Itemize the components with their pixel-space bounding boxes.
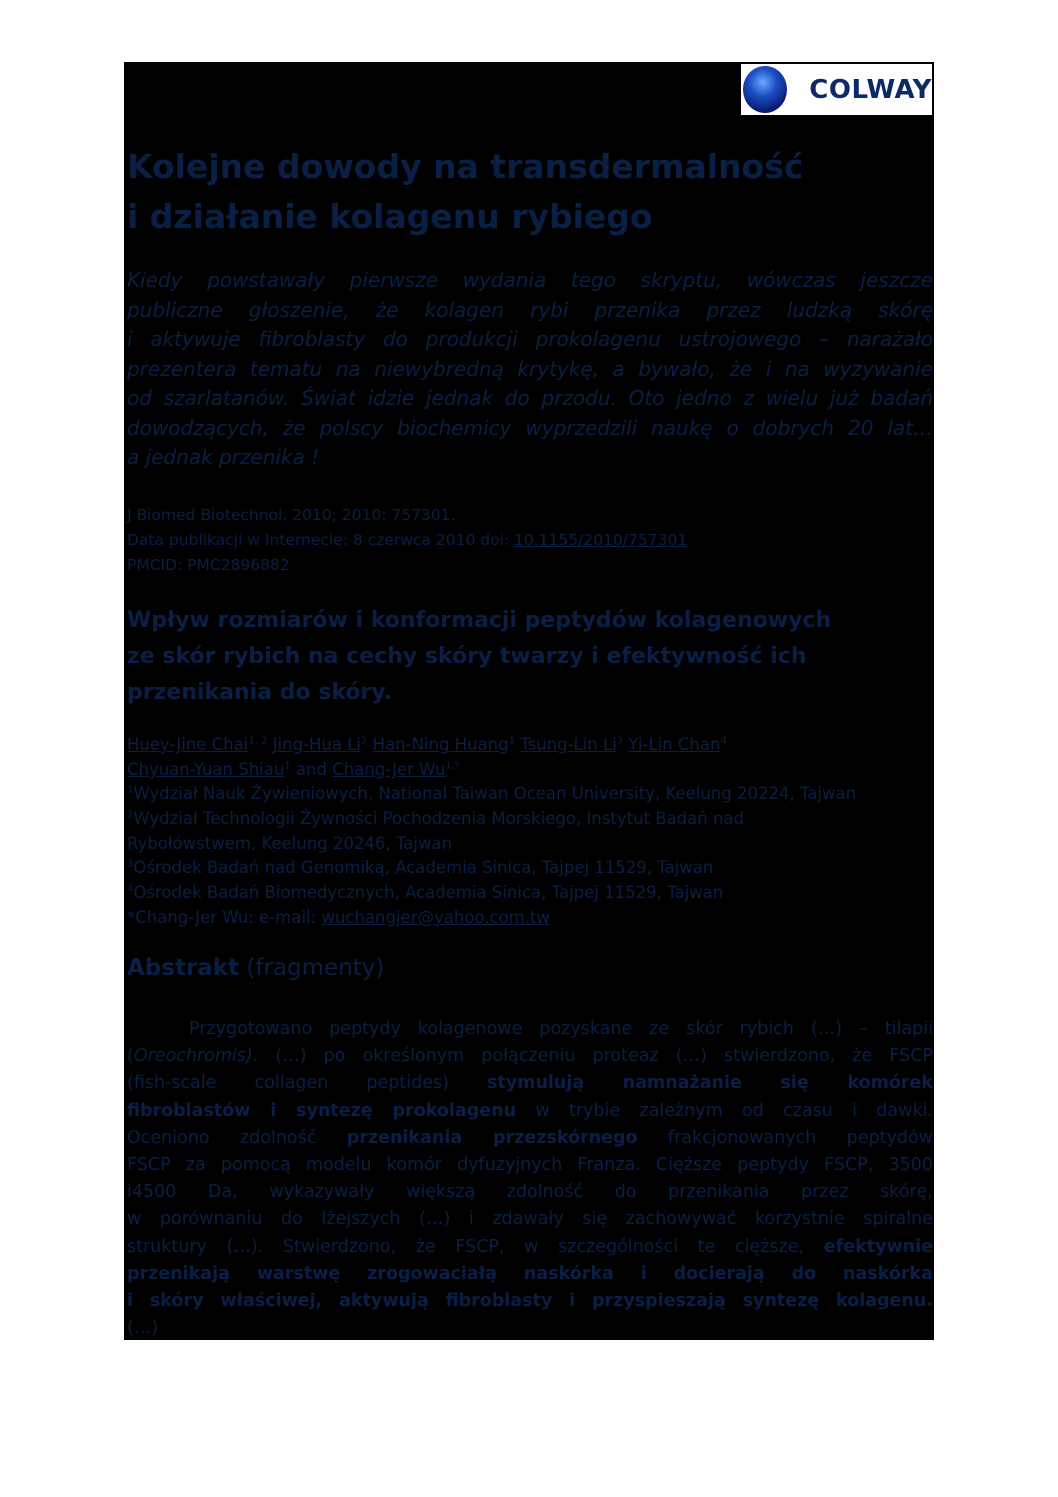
- author-affiliation-mark: 1,*: [445, 760, 460, 772]
- abstract-line: [127, 1152, 933, 1179]
- abstract-line: [127, 1206, 933, 1233]
- abstract-line: [127, 1261, 933, 1288]
- logo-text: COLWAY: [809, 74, 932, 105]
- author-affiliation-mark: 3: [616, 735, 624, 747]
- abstract-text: frakcjonowanych peptydów: [637, 1127, 933, 1148]
- abstract-text: w trybie zależnym od czasu i dawki.: [516, 1100, 934, 1121]
- intro-line: Kiedy powstawały pierwsze wydania tego skryptu, wówczas jeszcze: [127, 268, 933, 292]
- abstract-emphasis: przenikania przezskórnego: [346, 1127, 638, 1148]
- abstract-line: [127, 1098, 933, 1125]
- email-link[interactable]: wuchangjer@yahoo.com.tw: [321, 907, 550, 927]
- author-link[interactable]: Tsung-Lin Li: [520, 735, 617, 754]
- abstract-heading-rest: (fragmenty): [239, 955, 385, 981]
- abstract-emphasis: fibroblastów i syntezę prokolagenu: [127, 1100, 517, 1121]
- abstract-text: . (…) po określonym połączeniu proteaz (…) stwierdzono, że FSCP: [252, 1046, 933, 1067]
- author-affiliation-mark: 1: [508, 735, 515, 747]
- abstract-body: [127, 1016, 933, 1342]
- affiliation-number: 4: [127, 883, 134, 895]
- affiliations: [127, 782, 933, 931]
- affiliation-item: [127, 856, 933, 881]
- reference-block: [127, 503, 933, 578]
- abstract-line: [127, 1125, 933, 1152]
- abstract-emphasis: efektywnie: [823, 1236, 933, 1257]
- abstract-text: (…): [127, 1318, 159, 1339]
- pmcid: PMCID: PMC2896882: [127, 556, 290, 574]
- author-link[interactable]: Chang-Jer Wu: [332, 760, 446, 779]
- abstract-emphasis: stymulują namnażanie się komórek: [487, 1073, 933, 1094]
- paper-title-line: Wpływ rozmiarów i konformacji peptydów kolagenowych: [127, 608, 832, 633]
- publication-date-text: Data publikacji w Internecie: 8 czerwca 2010 doi:: [127, 531, 515, 549]
- affiliation-text: Ośrodek Badań Biomedycznych, Academia Sinica, Tajpej 11529, Tajwan: [133, 883, 724, 903]
- abstract-text: (fish-scale collagen peptides): [127, 1073, 488, 1094]
- corresponding-author-text: *Chang-Jer Wu: e-mail:: [127, 907, 322, 927]
- affiliation-text: Ośrodek Badań nad Genomiką, Academia Sinica, Tajpej 11529, Tajwan: [133, 858, 714, 878]
- abstract-line: [127, 1070, 933, 1097]
- abstract-heading: [127, 955, 933, 981]
- abstract-text: w porównaniu do lżejszych (…) i zdawały się zachowywać korzystnie spiralne: [127, 1209, 933, 1230]
- author-affiliation-mark: 1, 2: [248, 735, 268, 747]
- affiliation-number: 2: [127, 809, 134, 821]
- abstract-line: [127, 1288, 933, 1315]
- affiliation-item: [127, 807, 933, 832]
- title-line-1: Kolejne dowody na transdermalność: [127, 147, 804, 186]
- abstract-line: [127, 1315, 933, 1342]
- abstract-line: [127, 1016, 933, 1043]
- affiliation-item: [127, 782, 933, 807]
- title-line-2: i działanie kolagenu rybiego: [127, 197, 653, 236]
- author-link[interactable]: Han-Ning Huang: [372, 735, 509, 754]
- paper-title: [127, 603, 933, 711]
- abstract-line: [127, 1179, 933, 1206]
- paper-title-line: przenikania do skóry.: [127, 680, 393, 705]
- affiliation-text: Rybołówstwem, Keelung 20246, Tajwan: [127, 833, 453, 853]
- intro-line: a jednak przenika !: [127, 445, 320, 469]
- author-link[interactable]: Chyuan-Yuan Shiau: [127, 760, 285, 779]
- author-link[interactable]: Jing-Hua Li: [272, 735, 362, 754]
- colway-logo: [741, 64, 932, 115]
- affiliation-item: [127, 832, 933, 857]
- page-title: [127, 142, 933, 242]
- author-affiliation-mark: 1: [284, 760, 291, 772]
- intro-line: dowodzących, że polscy biochemicy wyprzedzili naukę o dobrych 20 lat…: [127, 415, 933, 440]
- abstract-line: [127, 1234, 933, 1261]
- author-affiliation-mark: 2: [361, 735, 368, 747]
- abstract-text: Oceniono zdolność: [127, 1127, 347, 1148]
- authors-conjunction: and: [295, 760, 327, 779]
- intro-line: i aktywuje fibroblasty do produkcji prokolagenu ustrojowego – narażało: [127, 327, 933, 351]
- abstract-emphasis: przenikają warstwę zrogowaciałą naskórka i docierają do naskórka: [127, 1263, 933, 1284]
- author-list: [127, 732, 933, 782]
- doi-link[interactable]: 10.1155/2010/757301: [514, 531, 688, 549]
- affiliation-number: 3: [127, 858, 134, 870]
- abstract-text: i4500 Da, wykazywały większą zdolność do przenikania przez skórę,: [127, 1182, 933, 1203]
- author-link[interactable]: Huey-Jine Chai: [127, 735, 249, 754]
- intro-paragraph: [127, 266, 933, 473]
- abstract-text: struktury (…). Stwierdzono, że FSCP, w szczególności te cięższe,: [127, 1236, 824, 1257]
- logo-sphere-icon: [743, 66, 787, 113]
- intro-line: prezentera tematu na niewybredną krytykę, a bywało, że i na wyzywanie: [127, 356, 933, 381]
- journal-citation: J Biomed Biotechnol. 2010; 2010: 757301.: [127, 506, 456, 524]
- abstract-text: FSCP za pomocą modelu komór dyfuzyjnych Franza. Cięższe peptydy FSCP, 3500: [127, 1155, 933, 1176]
- publication-date: [127, 528, 933, 553]
- abstract-heading-bold: Abstrakt: [127, 955, 240, 981]
- affiliation-item: [127, 881, 933, 906]
- affiliation-text: Wydział Technologii Żywności Pochodzenia Morskiego, Instytut Badań nad: [133, 808, 744, 828]
- author-affiliation-mark: 4: [720, 735, 727, 747]
- abstract-line: [127, 1043, 933, 1070]
- abstract-italic: Oreochromis): [133, 1046, 253, 1067]
- abstract-text: Przygotowano peptydy kolagenowe pozyskane ze skór rybich (…) – tilapii: [189, 1019, 933, 1039]
- abstract-text: (: [127, 1046, 134, 1067]
- affiliation-text: Wydział Nauk Żywieniowych, National Taiwan Ocean University, Keelung 20224, Tajwan: [133, 784, 857, 803]
- corresponding-author: [127, 906, 933, 931]
- abstract-emphasis: i skóry właściwej, aktywują fibroblasty i przyspieszają syntezę kolagenu.: [127, 1291, 933, 1312]
- author-link[interactable]: Yi-Lin Chan: [628, 735, 721, 754]
- intro-line: publiczne głoszenie, że kolagen rybi przenika przez ludzką skórę: [127, 297, 933, 322]
- paper-title-line: ze skór rybich na cechy skóry twarzy i efektywność ich: [127, 644, 807, 669]
- intro-line: od szarlatanów. Świat idzie jednak do przodu. Oto jedno z wielu już badań: [127, 386, 933, 410]
- affiliation-number: 1: [127, 784, 134, 796]
